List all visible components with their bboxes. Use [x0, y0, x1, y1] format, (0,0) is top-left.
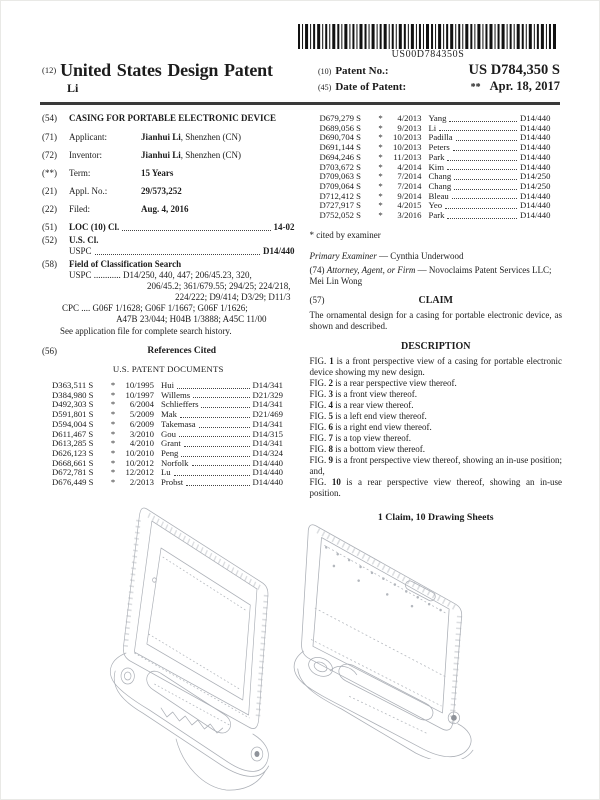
applicant-name: Jianhui Li: [141, 132, 181, 142]
ref-star: *: [378, 171, 383, 182]
dotted-leader: [177, 388, 249, 389]
document-title-line: [42, 60, 318, 81]
ref-classification: D14/250: [520, 180, 551, 191]
ref-patent-number: D679,279 S: [319, 113, 362, 123]
figure-description-line: [310, 411, 563, 422]
ref-classification: D14/324: [252, 447, 283, 458]
uscl-label: U.S. Cl.: [69, 235, 99, 245]
inventor-label: Inventor:: [69, 150, 102, 160]
fig-prefix: FIG.: [309, 377, 327, 388]
ref-patent-number: D709,064 S: [319, 180, 362, 191]
ref-inventor: Schlieffers: [161, 399, 199, 410]
ref-classification: D14/440: [520, 132, 551, 143]
fig-text: is a right end view thereof.: [335, 421, 432, 432]
dotted-leader: [439, 130, 517, 131]
ref-date: 2/2013: [129, 477, 154, 488]
ref-patent-number: D384,980 S: [52, 389, 94, 400]
dotted-leader: [447, 160, 517, 161]
ref-inventor: Bleau: [428, 190, 449, 201]
date-label: Date of Patent:: [335, 81, 407, 93]
appl-value: 29/573,252: [141, 186, 182, 196]
fig-text: is a rear perspective view thereof, showing an in-use position.: [309, 476, 563, 498]
fig-prefix: FIG.: [309, 355, 327, 366]
invention-title: CASING FOR PORTABLE ELECTRONIC DEVICE: [69, 113, 277, 123]
ref-star: *: [378, 210, 383, 221]
field-appl-no: [42, 186, 295, 197]
ref-star: *: [110, 438, 116, 449]
ref-star: *: [110, 389, 116, 400]
search-label: Field of Classification Search: [69, 259, 182, 269]
cpc-search-cont: [42, 314, 295, 325]
field-code: (71): [42, 132, 57, 142]
ref-date: 10/2010: [125, 447, 154, 458]
references-table-left: [42, 381, 295, 488]
fig-prefix: FIG.: [309, 388, 327, 399]
kind-code: (12): [42, 65, 57, 75]
inventor-value: [141, 150, 295, 161]
ref-patent-number: D689,056 S: [319, 122, 362, 133]
references-heading: References Cited: [147, 346, 217, 356]
dotted-leader: [199, 427, 250, 428]
uspc-search-cont-line: 206/45.2; 361/679.55; 294/25; 224/218,: [146, 281, 291, 291]
figure-descriptions: [310, 356, 563, 499]
table-row: [52, 478, 295, 488]
ref-star: *: [110, 418, 116, 429]
ref-inventor: Grant: [161, 438, 181, 449]
ref-classification: D21/329: [252, 389, 283, 400]
claim-heading-row: [310, 295, 563, 306]
ref-inventor: Peng: [161, 447, 179, 458]
cpc-search-line: CPC .... G06F 1/1628; G06F 1/1667; G06F 1/1626;: [62, 303, 248, 313]
dotted-leader: [452, 198, 517, 199]
fig-number: 2: [328, 377, 334, 388]
field-code: (**): [42, 168, 57, 178]
fig-number: 8: [328, 443, 334, 454]
figure-description-line: [310, 433, 563, 444]
ref-patent-number: D668,661 S: [52, 457, 94, 468]
fig-number: 9: [328, 454, 334, 465]
ref-classification: D14/440: [520, 161, 551, 172]
fig-prefix: FIG.: [309, 443, 327, 454]
ref-classification: D14/440: [520, 122, 551, 133]
field-code: (21): [42, 186, 57, 196]
fig-prefix: FIG.: [309, 454, 327, 465]
patent-no-label: Patent No.:: [335, 65, 389, 77]
ref-classification: D14/440: [520, 210, 551, 221]
ref-star: *: [378, 113, 383, 123]
ref-inventor: Norfolk: [161, 457, 189, 468]
examiner-label: Primary Examiner: [309, 250, 377, 261]
fig-text: is a front perspective view thereof, showing an in-use position; and,: [309, 454, 563, 476]
claim-text: The ornamental design for a casing for portable electronic device, as shown and described.: [309, 309, 562, 331]
field-term: [42, 168, 295, 179]
ref-date: 4/2015: [397, 200, 422, 211]
ref-inventor: Willems: [161, 389, 191, 400]
fig-text: is a bottom view thereof.: [335, 443, 425, 454]
ref-inventor: Kim: [428, 161, 444, 172]
fig-text: is a left end view thereof.: [335, 410, 427, 421]
ref-classification: D14/341: [252, 438, 283, 449]
ref-inventor: Hui: [161, 380, 175, 390]
uspc-value: D14/440: [263, 246, 295, 256]
dotted-leader: [186, 485, 249, 486]
header-right: [318, 60, 560, 96]
date-text: Apr. 18, 2017: [489, 79, 560, 93]
dotted-leader: [201, 407, 249, 408]
dotted-leader: [447, 218, 517, 219]
ref-patent-number: D727,917 S: [319, 200, 362, 211]
field-loc: [42, 222, 295, 233]
field-code: (56): [42, 346, 57, 356]
fig-prefix: FIG.: [309, 421, 327, 432]
header-left: [42, 60, 318, 96]
ref-patent-number: D709,063 S: [319, 171, 362, 182]
figure-description-line: [310, 422, 563, 433]
fig-number: 4: [328, 399, 334, 410]
ref-date: 10/2013: [393, 132, 422, 143]
dotted-leader: [456, 140, 517, 141]
ref-classification: D14/440: [520, 142, 551, 153]
ref-classification: D14/250: [520, 171, 551, 182]
field-applicant: [42, 132, 295, 143]
ref-star: *: [378, 132, 383, 143]
drawing-area: [0, 503, 600, 800]
dotted-leader: [174, 475, 250, 476]
uspc-label: USPC: [69, 246, 92, 256]
uspc-search-line: USPC ............ D14/250, 440, 447; 206/45.23, 320,: [69, 270, 252, 280]
fig-number: 5: [328, 410, 334, 421]
header: [42, 60, 560, 96]
ref-star: *: [110, 477, 116, 488]
ref-date: 7/2014: [397, 180, 422, 191]
fig-number: 1: [329, 355, 334, 366]
references-table-right: [310, 114, 563, 221]
ref-inventor: Yang: [428, 113, 447, 123]
ref-classification: D14/440: [520, 200, 551, 211]
ref-patent-number: D676,449 S: [52, 477, 94, 488]
dotted-leader: [181, 456, 249, 457]
ref-star: *: [110, 457, 116, 468]
dotted-leader: [95, 254, 260, 255]
ref-date: 7/2014: [397, 171, 422, 182]
ref-patent-number: D594,004 S: [52, 418, 94, 429]
field-inventor: [42, 150, 295, 161]
ref-patent-number: D591,801 S: [52, 409, 94, 420]
ref-date: 12/2012: [125, 467, 154, 478]
ref-date: 6/2009: [129, 418, 154, 429]
field-filed: [42, 204, 295, 215]
ref-classification: D14/440: [520, 151, 551, 162]
ref-patent-number: D703,672 S: [319, 161, 362, 172]
ref-patent-number: D691,144 S: [319, 142, 362, 153]
ref-patent-number: D363,511 S: [52, 380, 94, 390]
ref-classification: D14/341: [252, 380, 283, 390]
barcode-block: [298, 24, 558, 60]
date-stars: **: [470, 82, 481, 93]
uspc-search-cont-line: 224/222; D9/414; D3/29; D11/3: [175, 292, 291, 302]
ref-date: 3/2016: [397, 210, 422, 221]
dotted-leader: [193, 397, 249, 398]
ref-date: 10/1997: [125, 389, 154, 400]
search-history-note: See application file for complete search history.: [60, 326, 232, 336]
field-code: (52): [42, 235, 57, 245]
fig-text: is a rear perspective view thereof.: [335, 377, 457, 388]
table-row: [320, 211, 563, 221]
dotted-leader: [454, 179, 517, 180]
inventor-surname: Li: [67, 81, 79, 95]
dotted-leader: [454, 189, 517, 190]
ref-star: *: [378, 122, 383, 133]
loc-line: [69, 222, 295, 233]
page-title: United States Design Patent: [60, 60, 273, 80]
claims-sheets-summary: 1 Claim, 10 Drawing Sheets: [377, 511, 494, 523]
field-classification-search: [42, 259, 295, 337]
ref-classification: D14/440: [520, 113, 551, 123]
applicant-rest: , Shenzhen (CN): [180, 132, 242, 142]
fig-number: 7: [328, 432, 334, 443]
dotted-leader: [179, 436, 250, 437]
term-label: Term:: [69, 168, 91, 178]
attorney-label: Attorney, Agent, or Firm: [326, 264, 416, 275]
primary-examiner-line: [310, 251, 563, 262]
dotted-leader: [192, 465, 250, 466]
figure-description-line: [310, 356, 563, 378]
dotted-leader: [180, 417, 250, 418]
ref-inventor: Yeo: [428, 200, 443, 211]
ref-date: 9/2013: [397, 122, 422, 133]
ref-star: *: [110, 380, 116, 390]
ref-inventor: Lu: [161, 467, 171, 478]
figure-description-line: [310, 477, 563, 499]
dotted-leader: [447, 169, 517, 170]
barcode-text: US00D784350S: [391, 49, 465, 60]
attorney-name: — Novoclaims Patent Services LLC; Mei Lin Wong: [309, 264, 552, 286]
fig-text: is a front perspective view of a casing for portable electronic device showing my new design.: [309, 355, 563, 377]
ref-patent-number: D611,467 S: [52, 428, 94, 439]
ref-star: *: [110, 447, 116, 458]
us-patent-documents-heading: U.S. PATENT DOCUMENTS: [112, 364, 224, 374]
ref-patent-number: D690,704 S: [319, 132, 362, 143]
field-code: (54): [42, 113, 57, 123]
ref-date: 10/1995: [125, 380, 154, 390]
date-code: (45): [318, 83, 332, 92]
fig-prefix: FIG.: [309, 432, 327, 443]
body-columns: [42, 113, 562, 523]
ref-date: 3/2010: [129, 428, 154, 439]
rear-perspective-drawing: [292, 514, 492, 759]
ref-patent-number: D672,781 S: [52, 467, 94, 478]
ref-date: 11/2013: [393, 151, 422, 162]
uspc-search-cont: [42, 281, 295, 303]
term-value: 15 Years: [141, 168, 174, 178]
ref-star: *: [110, 399, 116, 410]
ref-inventor: Gou: [161, 428, 176, 439]
ref-patent-number: D626,123 S: [52, 447, 94, 458]
ref-classification: D14/341: [252, 399, 283, 410]
field-code: (22): [42, 204, 57, 214]
claim-heading: CLAIM: [418, 294, 453, 306]
ref-inventor: Chang: [428, 171, 452, 182]
figure-description-line: [310, 400, 563, 411]
ref-star: *: [110, 467, 116, 478]
patent-no-code: (10): [318, 67, 332, 76]
dotted-leader: [184, 446, 250, 447]
figure-description-line: [310, 444, 563, 455]
right-column: [310, 113, 563, 523]
patent-number-row: [318, 63, 560, 79]
barcode-icon: [298, 24, 556, 49]
ref-date: 5/2009: [129, 409, 154, 420]
field-code: (72): [42, 150, 57, 160]
fig-number: 6: [328, 421, 334, 432]
fig-text: is a front view thereof.: [335, 388, 417, 399]
ref-patent-number: D613,285 S: [52, 438, 94, 449]
ref-star: *: [110, 428, 116, 439]
ref-date: 9/2014: [397, 190, 422, 201]
ref-classification: D14/315: [252, 428, 283, 439]
filed-label: Filed:: [69, 204, 91, 214]
ref-classification: D21/469: [252, 409, 283, 420]
inventor-name: Jianhui Li: [141, 150, 181, 160]
attorney-code: (74): [309, 264, 325, 275]
dotted-leader: [449, 121, 517, 122]
dotted-leader: [445, 208, 517, 209]
field-title: [42, 113, 295, 124]
appl-label: Appl. No.:: [69, 186, 108, 196]
ref-inventor: Chang: [428, 180, 452, 191]
ref-classification: D14/440: [520, 190, 551, 201]
description-heading: DESCRIPTION: [401, 340, 471, 352]
ref-star: *: [378, 161, 383, 172]
figure-description-line: [310, 378, 563, 389]
ref-star: *: [378, 180, 383, 191]
ref-date: 10/2012: [125, 457, 154, 468]
applicant-label: Applicant:: [69, 132, 107, 142]
ref-date: 4/2013: [397, 113, 422, 123]
ref-inventor: Padilla: [428, 132, 453, 143]
header-rule: [40, 102, 560, 105]
field-code: (51): [42, 222, 57, 232]
ref-inventor: Probst: [161, 477, 184, 488]
fig-number: 3: [328, 388, 334, 399]
ref-patent-number: D492,303 S: [52, 399, 94, 410]
ref-inventor: Peters: [428, 142, 450, 153]
fig-prefix: FIG.: [309, 476, 327, 487]
ref-inventor: Park: [428, 151, 445, 162]
field-us-cl: [42, 235, 295, 257]
patent-date-row: [318, 79, 560, 95]
left-column: [42, 113, 295, 523]
attorney-line: [310, 265, 563, 287]
loc-label: LOC (10) Cl.: [69, 222, 120, 232]
ref-date: 6/2004: [129, 399, 154, 410]
claim-code: (57): [309, 294, 325, 305]
references-heading-row: [42, 346, 295, 357]
ref-patent-number: D752,052 S: [319, 210, 362, 221]
ref-date: 10/2013: [393, 142, 422, 153]
inventor-rest: , Shenzhen (CN): [180, 150, 242, 160]
figure-description-line: [310, 455, 563, 477]
loc-value: 14-02: [273, 222, 295, 232]
ref-date: 4/2010: [129, 438, 154, 449]
cpc-search-cont-line: A47B 23/044; H04B 1/3888; A45C 11/00: [116, 314, 267, 324]
ref-patent-number: D694,246 S: [319, 151, 362, 162]
front-perspective-drawing: [96, 503, 292, 793]
field-code: (58): [42, 259, 57, 269]
dotted-leader: [453, 150, 517, 151]
ref-inventor: Li: [428, 122, 437, 133]
fig-text: is a rear view thereof.: [335, 399, 414, 410]
ref-star: *: [378, 190, 383, 201]
ref-classification: D14/440: [252, 477, 283, 488]
ref-classification: D14/341: [252, 418, 283, 429]
ref-inventor: Park: [428, 210, 445, 221]
ref-star: *: [110, 409, 116, 420]
ref-classification: D14/440: [252, 467, 283, 478]
fig-number: 10: [331, 476, 341, 487]
ref-star: *: [378, 151, 383, 162]
ref-date: 4/2014: [397, 161, 422, 172]
dotted-leader: [122, 230, 270, 231]
date-value: [471, 79, 560, 95]
patent-no-value: US D784,350 S: [468, 62, 560, 78]
fig-prefix: FIG.: [309, 410, 327, 421]
filed-value: Aug. 4, 2016: [141, 204, 189, 214]
applicant-value: [141, 132, 295, 143]
ref-inventor: Takemasa: [161, 418, 196, 429]
figure-description-line: [310, 389, 563, 400]
ref-star: *: [378, 200, 383, 211]
examiner-name: — Cynthia Underwood: [376, 250, 464, 261]
ref-inventor: Mak: [161, 409, 177, 420]
ref-classification: D14/440: [252, 457, 283, 468]
fig-text: is a top view thereof.: [335, 432, 411, 443]
cited-by-examiner-note: * cited by examiner: [309, 229, 381, 240]
ref-star: *: [378, 142, 383, 153]
fig-prefix: FIG.: [309, 399, 327, 410]
ref-patent-number: D712,412 S: [319, 190, 362, 201]
